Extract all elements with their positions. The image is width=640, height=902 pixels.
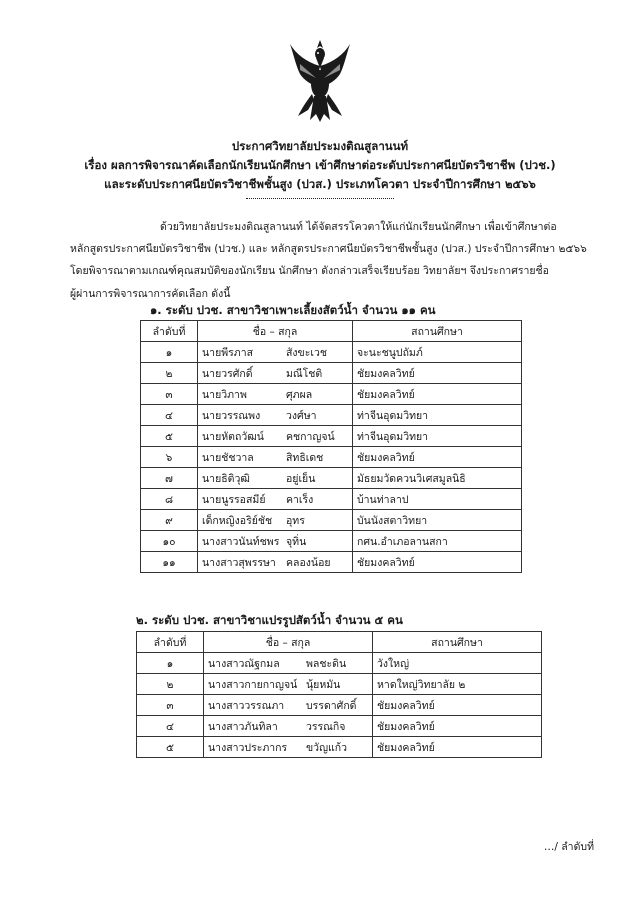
- row-number: ๑: [137, 653, 204, 674]
- row-school: กศน.อำเภอลานสกา: [353, 531, 522, 552]
- section-2-table: [136, 631, 542, 758]
- row-name: [204, 653, 373, 674]
- row-number: ๑๐: [141, 531, 198, 552]
- section-1-rows: [141, 342, 522, 573]
- announcement-subject-line-2: และระดับประกาศนียบัตรวิชาชีพชั้นสูง (ปวส.) ประเภทโควตา ประจำปีการศึกษา ๒๕๖๖: [104, 177, 536, 191]
- row-name: [198, 426, 353, 447]
- table-row: [141, 510, 522, 531]
- row-name: [204, 716, 373, 737]
- last-name: คชกาญจน์: [286, 430, 335, 443]
- row-name: [204, 695, 373, 716]
- row-school: มัธยมวัดควนวิเศสมูลนิธิ: [353, 468, 522, 489]
- row-number: ๒: [137, 674, 204, 695]
- row-number: ๗: [141, 468, 198, 489]
- table-row: [137, 737, 542, 758]
- first-name: นางสาวนันท์ชพร: [202, 535, 280, 548]
- table-row: [141, 384, 522, 405]
- last-name: จุทิ่น: [286, 535, 307, 548]
- header-no: ลำดับที่: [141, 321, 198, 342]
- table-row: [141, 405, 522, 426]
- last-name: พลชะดิน: [306, 657, 347, 670]
- row-number: ๒: [141, 363, 198, 384]
- last-name: อุทร: [286, 514, 305, 527]
- header-name: ชื่อ – สกุล: [198, 321, 353, 342]
- row-school: บันนังสตาวิทยา: [353, 510, 522, 531]
- section-2-title: ๒. ระดับ ปวช. สาขาวิชาแปรรูปสัตว์น้ำ จำนวน ๕ คน: [136, 613, 403, 627]
- first-name: นายหัตถวัฒน์: [202, 430, 264, 443]
- first-name: นายวรศักดิ์: [202, 367, 253, 380]
- garuda-emblem-icon: [286, 36, 354, 124]
- last-name: คลองน้อย: [286, 556, 331, 569]
- row-school: ชัยมงคลวิทย์: [373, 716, 542, 737]
- body-line-1: ด้วยวิทยาลัยประมงติณสูลานนท์ ได้จัดสรรโควตาให้แก่นักเรียนนักศึกษา เพื่อเข้าศึกษาต่อ: [160, 221, 557, 233]
- last-name: บรรดาศักดิ์: [306, 699, 357, 712]
- continuation-note: …/ ลำดับที่: [543, 841, 594, 853]
- row-number: ๕: [141, 426, 198, 447]
- body-line-2: หลักสูตรประกาศนียบัตรวิชาชีพ (ปวช.) และ หลักสูตรประกาศนียบัตรวิชาชีพชั้นสูง (ปวส.) ประจำปีการศึกษา ๒๕๖๖: [70, 243, 587, 255]
- row-number: ๓: [137, 695, 204, 716]
- row-name: [198, 552, 353, 573]
- row-name: [198, 342, 353, 363]
- row-school: ชัยมงคลวิทย์: [353, 552, 522, 573]
- row-number: ๙: [141, 510, 198, 531]
- row-school: ท่าจีนอุดมวิทยา: [353, 426, 522, 447]
- row-name: [198, 447, 353, 468]
- row-school: ชัยมงคลวิทย์: [373, 737, 542, 758]
- table-row: [141, 342, 522, 363]
- body-line-4: ผู้ผ่านการพิจารณาการคัดเลือก ดังนี้: [70, 288, 231, 300]
- row-school: ท่าจีนอุดมวิทยา: [353, 405, 522, 426]
- last-name: วงศ์ษา: [286, 409, 317, 422]
- row-name: [198, 489, 353, 510]
- first-name: นางสาวสุพรรษา: [202, 556, 276, 569]
- announcement-subject-line-1: เรื่อง ผลการพิจารณาคัดเลือกนักเรียนนักศึกษา เข้าศึกษาต่อระดับประกาศนียบัตรวิชาชีพ (ปวช.): [84, 158, 556, 172]
- row-school: จะนะชนูปถัมภ์: [353, 342, 522, 363]
- table-row: [137, 695, 542, 716]
- row-name: [198, 405, 353, 426]
- first-name: นางสาววรรณภา: [208, 699, 285, 712]
- first-name: นายธิติวุฒิ: [202, 472, 250, 485]
- first-name: นางสาวภันทิลา: [208, 720, 278, 733]
- table-row: [141, 489, 522, 510]
- row-number: ๕: [137, 737, 204, 758]
- first-name: นายวิภาพ: [202, 388, 247, 401]
- section-2-rows: [137, 653, 542, 758]
- body-line-3: โดยพิจารณาตามเกณฑ์คุณสมบัติของนักเรียน นักศึกษา ดังกล่าวเสร็จเรียบร้อย วิทยาลัยฯ จึงประกาศรายชื่อ: [70, 265, 549, 277]
- table-row: [141, 363, 522, 384]
- table-row: [141, 552, 522, 573]
- last-name: คาเร็ง: [286, 493, 314, 506]
- last-name: ศุภผล: [286, 388, 313, 401]
- section-1-table: [140, 320, 522, 573]
- last-name: อยู่เย็น: [286, 472, 316, 485]
- row-number: ๓: [141, 384, 198, 405]
- row-school: หาดใหญ่วิทยาลัย ๒: [373, 674, 542, 695]
- first-name: นายพีรภาส: [202, 346, 254, 359]
- first-name: เด็กหญิงอริย์ชัช: [202, 514, 273, 527]
- row-number: ๔: [137, 716, 204, 737]
- table-row: [137, 674, 542, 695]
- row-number: ๖: [141, 447, 198, 468]
- table-row: [141, 468, 522, 489]
- table-row: [137, 716, 542, 737]
- table-row: [141, 447, 522, 468]
- first-name: นางสาวณัฐกมล: [208, 657, 280, 670]
- last-name: ขวัญแก้ว: [306, 741, 348, 754]
- first-name: นายนูรรอสมีย์: [202, 493, 266, 506]
- row-number: ๘: [141, 489, 198, 510]
- row-school: ชัยมงคลวิทย์: [353, 363, 522, 384]
- last-name: สังขะเวช: [286, 346, 327, 359]
- last-name: นุ้ยหมัน: [306, 678, 341, 691]
- row-number: ๔: [141, 405, 198, 426]
- row-school: ชัยมงคลวิทย์: [353, 384, 522, 405]
- first-name: นางสาวประภากร: [208, 741, 288, 754]
- row-number: ๑: [141, 342, 198, 363]
- first-name: นายวรรณพง: [202, 409, 261, 422]
- first-name: นายชัชวาล: [202, 451, 254, 464]
- header-name: ชื่อ – สกุล: [204, 632, 373, 653]
- row-name: [198, 468, 353, 489]
- section-1-title: ๑. ระดับ ปวช. สาขาวิชาเพาะเลี้ยงสัตว์น้ำ จำนวน ๑๑ คน: [150, 303, 436, 317]
- table-row: [141, 426, 522, 447]
- row-school: บ้านท่าลาป: [353, 489, 522, 510]
- first-name: นางสาวกายกาญจน์: [208, 678, 298, 691]
- table-row: [141, 531, 522, 552]
- row-number: ๑๑: [141, 552, 198, 573]
- row-name: [204, 737, 373, 758]
- table-header-row: [141, 321, 522, 342]
- row-school: ชัยมงคลวิทย์: [373, 695, 542, 716]
- table-header-row: [137, 632, 542, 653]
- table-row: [137, 653, 542, 674]
- last-name: วรรณกิจ: [306, 720, 346, 733]
- last-name: สิทธิเดช: [286, 451, 324, 464]
- row-name: [204, 674, 373, 695]
- header-school: สถานศึกษา: [353, 321, 522, 342]
- row-name: [198, 531, 353, 552]
- row-name: [198, 510, 353, 531]
- last-name: มณีโชติ: [286, 367, 323, 380]
- header-no: ลำดับที่: [137, 632, 204, 653]
- dotted-divider: [246, 196, 394, 199]
- row-school: วังใหญ่: [373, 653, 542, 674]
- header-school: สถานศึกษา: [373, 632, 542, 653]
- row-name: [198, 384, 353, 405]
- row-name: [198, 363, 353, 384]
- row-school: ชัยมงคลวิทย์: [353, 447, 522, 468]
- announcement-title: ประกาศวิทยาลัยประมงติณสูลานนท์: [231, 139, 409, 153]
